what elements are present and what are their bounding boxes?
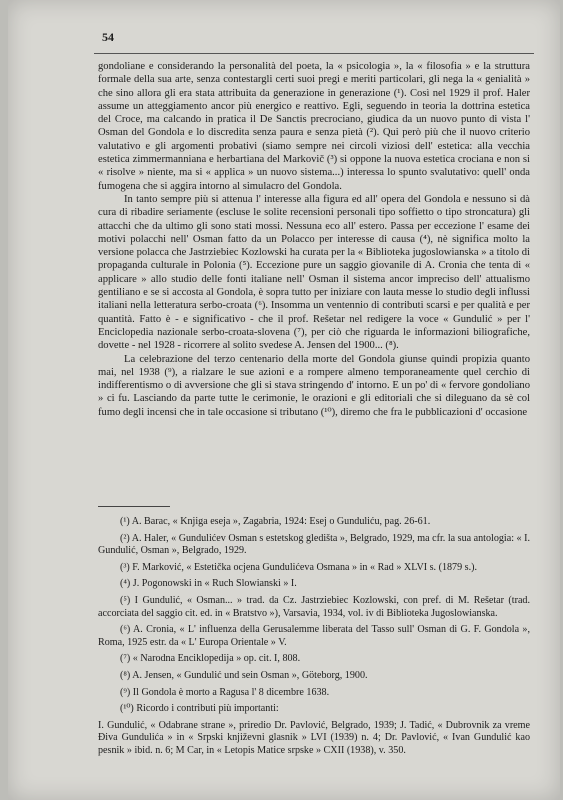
header-rule [94,53,534,54]
footnote: (⁴) J. Pogonowski in « Ruch Slowianski » I. [120,578,297,590]
footnote: (⁹) Il Gondola è morto a Ragusa l' 8 dicembre 1638. [120,686,330,698]
footnote: (¹) A. Barac, « Knjiga eseja », Zagabria, 1924: Esej o Gunduliću, pag. 26-61. [120,516,431,527]
footnote: (¹⁰) Ricordo i contributi più importanti: [120,703,279,715]
footnote: (³) F. Marković, « Estetička ocjena Gundulićeva Osmana » in « Rad » XLVI s. (1879 s.). [120,561,478,573]
footnote: (²) A. Haler, « Gundulićev Osman s estetskog gledišta », Belgrado, 1929, ma cfr. la sua antologia: « I. Gundulić, Osman », Belgrado, 1929. [98,532,530,557]
body-paragraph: La celebrazione del terzo centenario della morte del Gondola giunse quindi propizia quanto mai, nel 1938 (⁹), a rialzare le sue azioni e a rompere almeno temporaneamente quel cerchio di indifferentismo o di avversione che gli si stava stringendo d' intorno. E un po' di « fervore gondoliano » ci fu. Lasciando da parte tutte le cerimonie, le orazioni e gli editoriali che si dileguano da sè col fumo degli incensi che in tale occasione si tributano (¹⁰), diremo che fra le pubblicazioni d' occasione [98,353,530,418]
footnotes [98,516,530,758]
main-text [98,60,530,419]
book-page [8,0,560,800]
footnote-references: I. Gundulić, « Odabrane strane », priredio Dr. Pavlović, Belgrado, 1939; J. Tadić, « Dubrovnik za vreme Điva Gundulića » in « Srpski književni glasnik » LVI (1939) n. 4; Dr. Pavlović, « Ivan Gundulić kao pesnik » ibid. n. 6; M Car, in « Letopis Matice srpske » CXII (1938), v. 350. [98,719,530,756]
body-paragraph: In tanto sempre più si attenua l' interesse alla figura ed all' opera del Gondola e nessuno si dà cura di ribadire seriamente (escluse le solite recensioni personali tipo soffietto o tipo stroncatura) gli attacchi che da ultimo gli sono stati mossi. Nessuna eco all' estero. Passa per eccezione l' esame dei motivi polacchi nell' Osman fatto da un Polacco per interesse di causa (⁴), nè significa molto la versione polacca che Jastrziebiec Kozlowski ha curata per la « Biblioteka jugoslowianska » a titolo di propaganda culturale in Polonia (⁵). Eccezione pure un saggio giovanile di A. Cronia che tenta di « applicare » allo studio delle fonti italiane nell' Osman il sistema ancor impreciso dell' attualismo gentiliano e se si accosta al Gondola, è sopra tutto per iniziare con lauta messe lo studio degli influssi italiani nella letteratura serbo-croata (⁶). Insomma un ventennio di contributi scarsi e per qualità e per quantità. Fatto è - e significativo - che il prof. Rešetar nel redigere la voce « Gundulić » per l' Enciclopedia nazionale serbo-croata-slovena (⁷), per ciò che riguarda le informazioni biliografiche, dovette - nel 1928 - ricorrere al solito svedese A. Jensen del 1900... (⁸). [98,193,530,352]
body-paragraph: gondoliane e considerando la personalità del poeta, la « psicologia », la « filosofia » e la struttura formale della sua arte, senza contestargli certi suoi pregi e meriti particolari, gli nega la « genialità » che sino allora gli era stata attribuita da generazione in generazione (¹). Così nel 1929 il prof. Haler assume un atteggiamento ancor più energico e reattivo. Egli, seguendo in teoria la dottrina estetica del Croce, ma calcando in pratica il De Sanctis precrociano, giudica da un nuovo punto di vista l' Osman del Gondola e lo discredita senza paura e senza pietà (²). Qui però più che il nuovo criterio valutativo e gli argomenti probativi (siamo sempre nei circoli viziosi dell' estetica: alla vecchia estetica zimmermanniana e herbartiana del Markovič (³) si oppone la nuova estetica crociana e non si « risolve » niente, ma si « applica » un nuovo sistema...) interessa lo spunto svalutativo: quell' onda fumogena che si aggira intorno al simulacro del Gondola. [98,61,530,192]
footnote: (⁶) A. Cronia, « L' influenza della Gerusalemme liberata del Tasso sull' Osman di G. F. Gondola », Roma, 1925 estr. da « L' Europa Orientale » V. [98,624,530,648]
footnote: (⁸) A. Jensen, « Gundulić und sein Osman », Göteborg, 1900. [120,669,368,681]
footnote-separator [98,506,170,507]
page-number: 54 [102,30,114,44]
footnote: (⁷) « Narodna Enciklopedija » op. cit. I, 808. [120,653,301,665]
footnote: (⁵) I Gundulić, « Osman... » trad. da Cz. Jastrziebiec Kozlowski, con pref. di M. Rešetar (trad. accorciata del saggio cit. ed. in « Bratstvo »), Varsavia, 1934, vol. iv di Biblioteka Jugoslowianska. [98,594,530,619]
